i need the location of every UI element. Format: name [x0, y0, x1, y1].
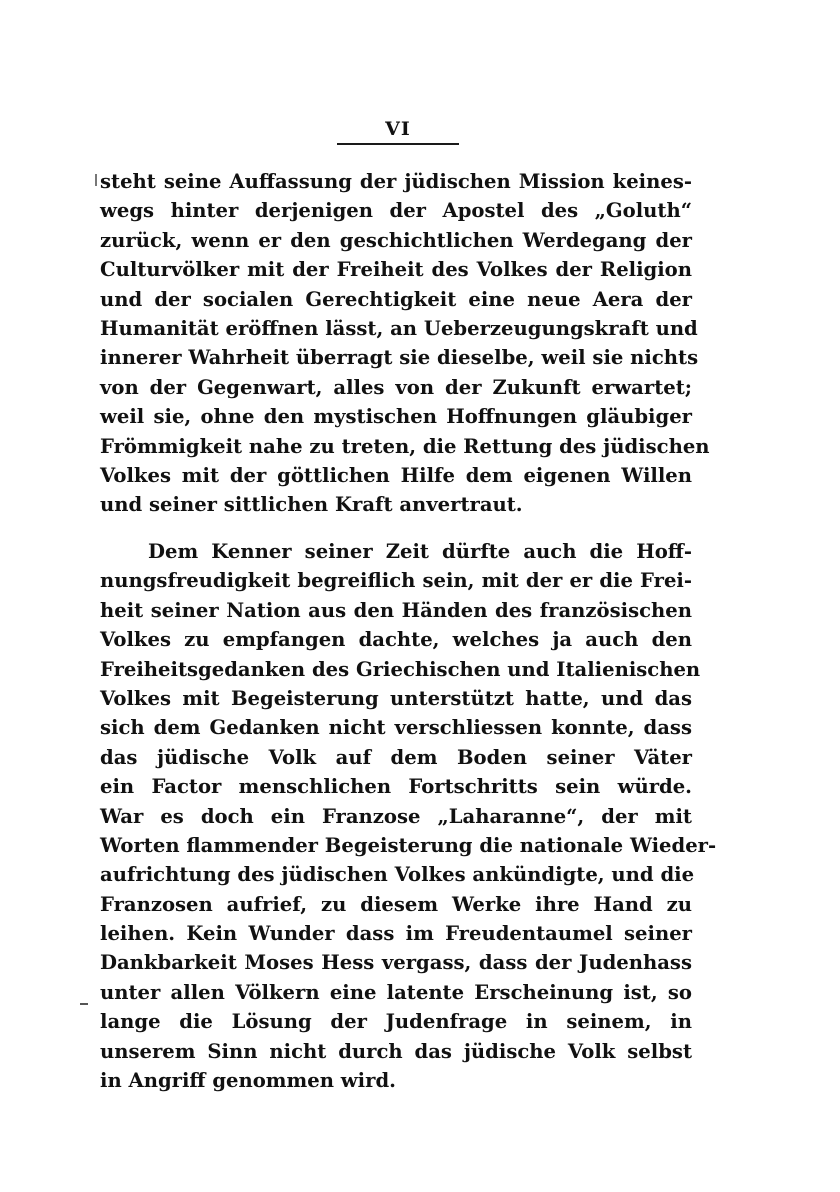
text-line: ein Factor menschlichen Fortschritts sein würde. — [100, 775, 692, 799]
paragraph-1 — [100, 167, 710, 520]
page-number: VI — [385, 118, 411, 140]
text-line: zurück, wenn er den geschichtlichen Werdegang der — [100, 228, 692, 252]
text-line: leihen. Kein Wunder dass im Freudentaumel seiner — [100, 922, 692, 946]
text-line: von der Gegenwart, alles von der Zukunft erwartet; — [100, 375, 692, 399]
text-line: Frömmigkeit nahe zu treten, die Rettung des jüdischen — [100, 434, 710, 458]
paragraph-2 — [100, 537, 717, 1095]
text-line: steht seine Auffassung der jüdischen Mission keines- — [100, 170, 692, 193]
text-line: das jüdische Volk auf dem Boden seiner Väter — [100, 745, 692, 769]
text-line: Franzosen aufrief, zu diesem Werke ihre Hand zu — [100, 892, 692, 916]
text-line: War es doch ein Franzose „Laharanne“, der mit — [100, 804, 692, 828]
text-line: und der socialen Gerechtigkeit eine neue Aera der — [100, 287, 692, 311]
margin-mark-top — [95, 174, 97, 186]
text-line: lange die Lösung der Judenfrage in seinem, in — [100, 1010, 692, 1034]
text-line: Volkes zu empfangen dachte, welches ja auch den — [100, 628, 692, 652]
text-line: Dankbarkeit Moses Hess vergass, dass der Judenhass — [100, 951, 692, 975]
text-line: nungsfreudigkeit begreiflich sein, mit der er die Frei- — [100, 569, 692, 593]
text-line: innerer Wahrheit überragt sie dieselbe, weil sie nichts — [100, 346, 699, 370]
text-line: wegs hinter derjenigen der Apostel des „Goluth“ — [100, 199, 692, 223]
text-line: Volkes mit der göttlichen Hilfe dem eigenen Willen — [100, 463, 692, 487]
text-line: Freiheitsgedanken des Griechischen und Italienischen — [100, 657, 701, 681]
margin-mark-dash — [80, 1003, 88, 1005]
header-rule — [337, 143, 459, 145]
text-line: und seiner sittlichen Kraft anvertraut. — [100, 493, 523, 517]
text-line: aufrichtung des jüdischen Volkes ankündigte, und die — [100, 863, 695, 887]
text-line: weil sie, ohne den mystischen Hoffnungen gläubiger — [100, 405, 692, 429]
text-line: unter allen Völkern eine latente Erscheinung ist, so — [100, 980, 692, 1004]
text-line: Humanität eröffnen lässt, an Ueberzeugungskraft und — [100, 316, 698, 340]
text-line: in Angriff genommen wird. — [100, 1069, 396, 1093]
text-line: Dem Kenner seiner Zeit dürfte auch die Hoff- — [148, 540, 692, 563]
text-line: Worten flammender Begeisterung die nationale Wieder- — [100, 833, 717, 857]
text-line: Volkes mit Begeisterung unterstützt hatte, und das — [100, 686, 692, 710]
text-line: heit seiner Nation aus den Händen des französischen — [100, 598, 692, 622]
text-line: sich dem Gedanken nicht verschliessen konnte, dass — [100, 716, 692, 740]
text-line: Culturvölker mit der Freiheit des Volkes der Religion — [100, 258, 692, 282]
text-line: unserem Sinn nicht durch das jüdische Volk selbst — [100, 1039, 692, 1063]
